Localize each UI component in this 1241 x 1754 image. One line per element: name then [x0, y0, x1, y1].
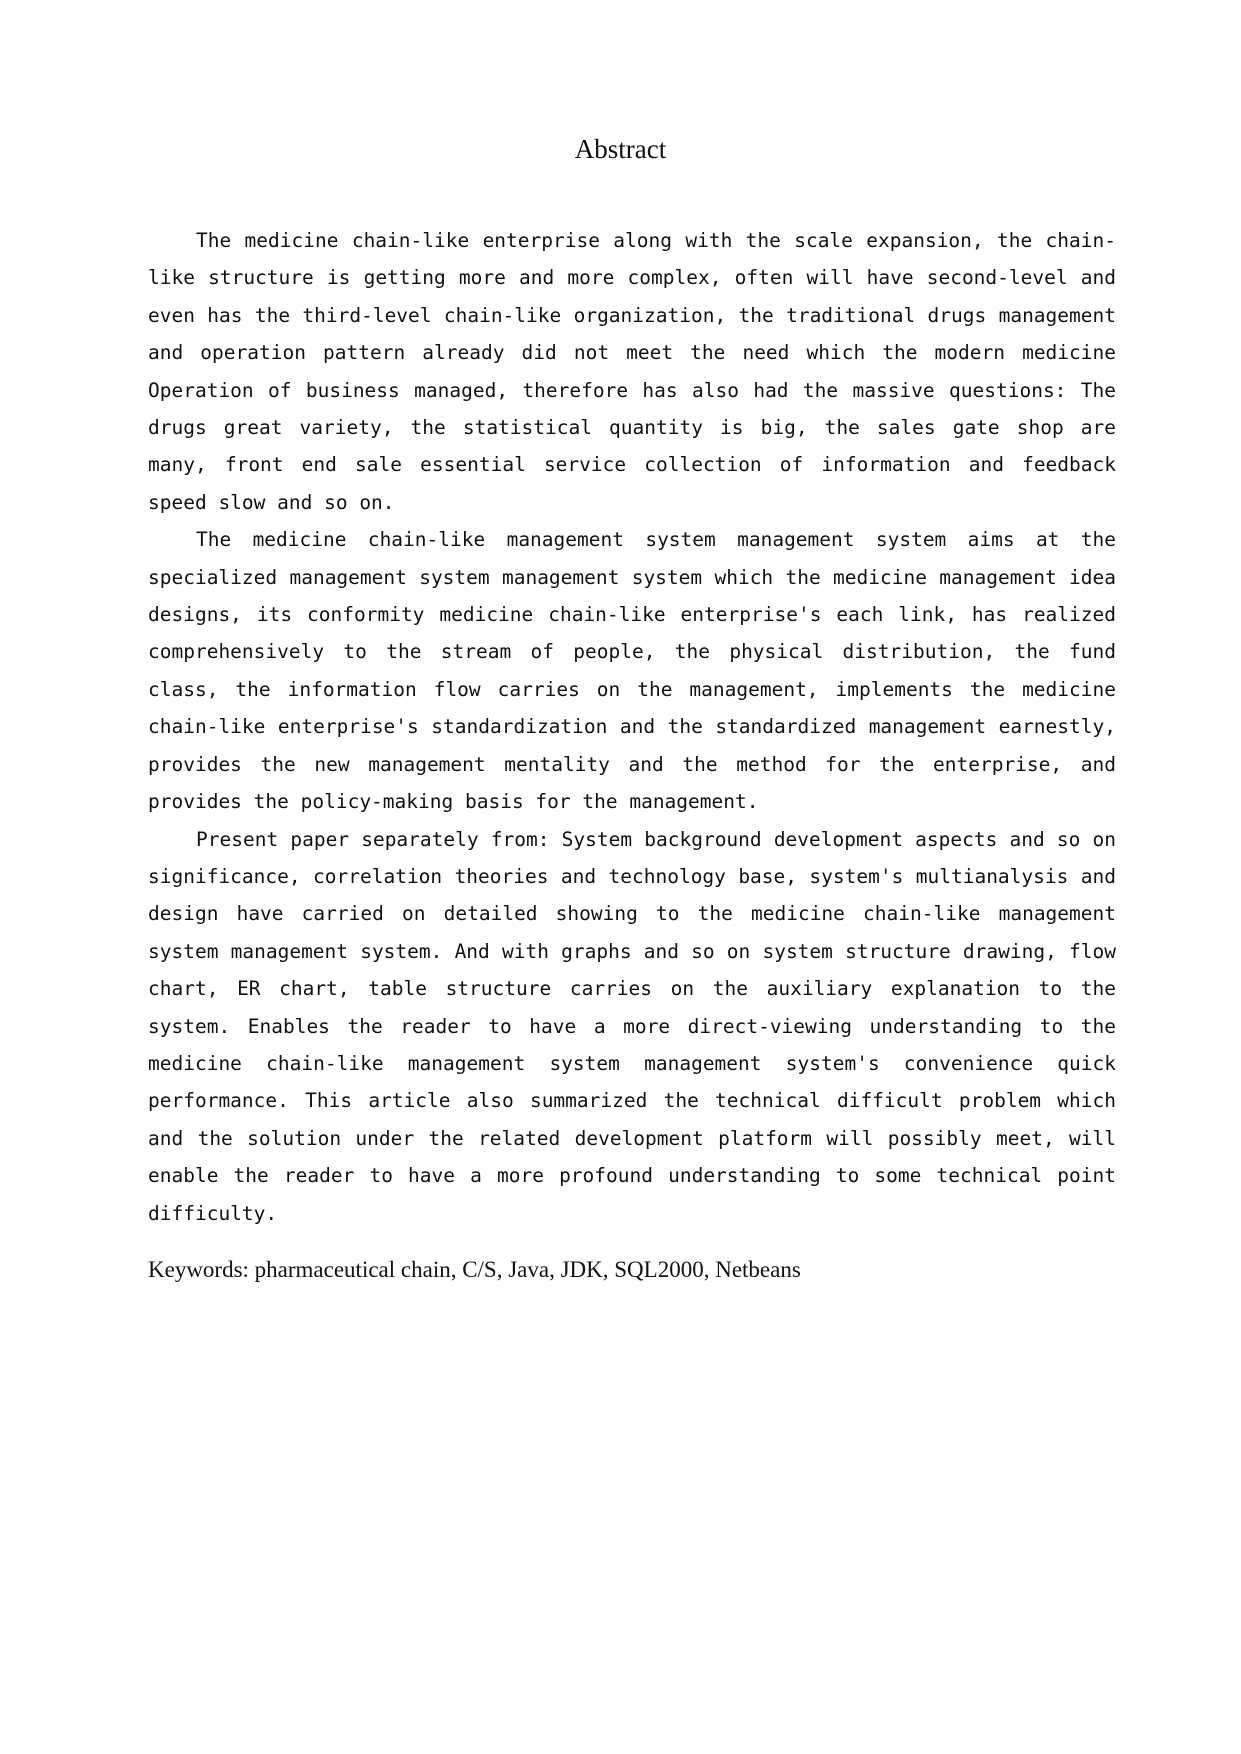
abstract-paragraph-2: The medicine chain-like management system management system aims at the specialized management system management system which the medicine management idea designs, its conformity medicine chain-like enterprise's each link, has realized comprehensively to the stream of people, the physical distribution, the fund class, the information flow carries on the management, implements the medicine chain-like enterprise's standardization and the standardized management earnestly, provides the new management mentality and the method for the enterprise, and provides the policy-making basis for the management. — [148, 528, 1116, 814]
abstract-title: Abstract — [574, 134, 667, 164]
abstract-paragraph-1: The medicine chain-like enterprise along with the scale expansion, the chain-like structure is getting more and more complex, often will have second-level and even has the third-level chain-like organization, the traditional drugs management and operation pattern already did not meet the need which the modern medicine Operation of business managed, therefore has also had the massive questions: The drugs great variety, the statistical quantity is big, the sales gate shop are many, front end sale essential service collection of information and feedback speed slow and so on. — [148, 229, 1116, 514]
keywords-line: Keywords: pharmaceutical chain, C/S, Java, JDK, SQL2000, Netbeans — [148, 1257, 801, 1282]
abstract-body — [148, 222, 1116, 1232]
abstract-paragraph-3: Present paper separately from: System background development aspects and so on significance, correlation theories and technology base, system's multianalysis and design have carried on detailed showing to the medicine chain-like management system management system. And with graphs and so on system structure drawing, flow chart, ER chart, table structure carries on the auxiliary explanation to the system. Enables the reader to have a more direct-viewing understanding to the medicine chain-like management system management system's convenience quick performance. This article also summarized the technical difficult problem which and the solution under the related development platform will possibly meet, will enable the reader to have a more profound understanding to some technical point difficulty. — [148, 827, 1116, 1225]
